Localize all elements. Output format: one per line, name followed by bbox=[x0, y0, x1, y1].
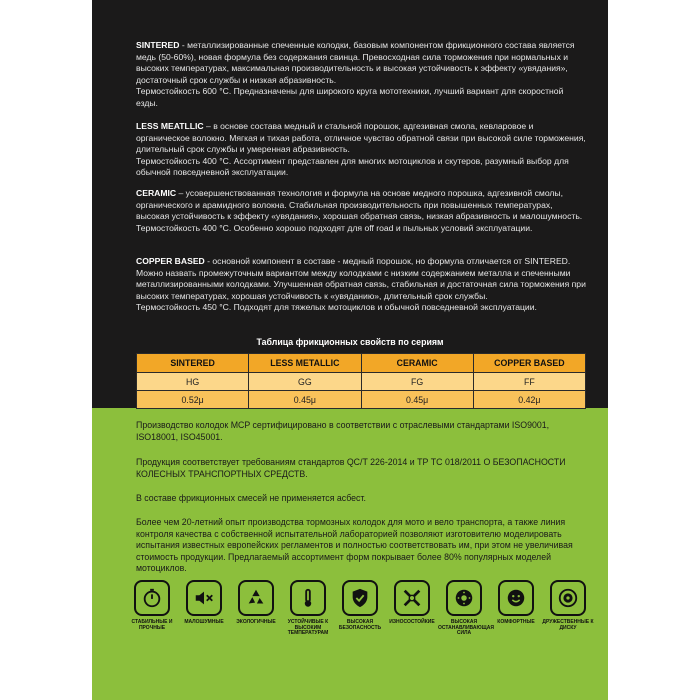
brake-disc-icon bbox=[453, 587, 475, 609]
note-experience: Более чем 20-летний опыт производства тормозных колодок для мото и вело транспорта, а также линия контроля качества с собственной испытательной лабораторией позволяют изготовителю моделировать испытания известных европейских регламентов и полностью соответствовать им, при этом не увеличивая стоимость продукции. Предлагаемый ассортимент форм покрывает более 80% популярных моделей мотоциклов. bbox=[136, 517, 573, 574]
note-asbestos: В составе фрикционных смесей не применяется асбест. bbox=[136, 493, 366, 503]
feature-heat bbox=[286, 580, 330, 660]
paragraph-less-metallic bbox=[136, 121, 586, 179]
header-cell: CERAMIC bbox=[361, 354, 473, 373]
body-copper-based: - основной компонент в составе - медный порошок, но формула отличается от SINTERED. Можно назвать промежуточным вариантом между колодками с низким содержанием металла и спеченными металлизированными колодками. Улучшенная обратная связь, стабильная и достаточная сила торможения при высоких температурах, хорошая устойчивость к «увяданию», длительный срок службы. bbox=[136, 256, 586, 301]
thermometer-icon bbox=[297, 587, 319, 609]
paragraph-ceramic bbox=[136, 188, 586, 234]
feature-stopping bbox=[438, 580, 494, 660]
feature-label: ЭКОЛОГИЧНЫЕ bbox=[236, 619, 276, 625]
term-sintered: SINTERED bbox=[136, 40, 180, 50]
table-header-row bbox=[137, 354, 586, 373]
coefficient-cell: 0.45μ bbox=[249, 391, 361, 409]
header-cell: SINTERED bbox=[137, 354, 249, 373]
header-cell: COPPER BASED bbox=[473, 354, 585, 373]
code-cell: FG bbox=[361, 373, 473, 391]
features-row bbox=[130, 580, 594, 660]
temp-ceramic: Термостойкость 400 °С. Особенно хорошо подходят для off road и пыльных условий эксплуатации. bbox=[136, 222, 533, 233]
feature-label: ВЫСОКАЯ ОСТАНАВЛИВАЮЩАЯ СИЛА bbox=[438, 619, 494, 637]
brochure-sheet bbox=[92, 0, 608, 700]
feature-quiet bbox=[182, 580, 226, 660]
feature-disc-friendly bbox=[542, 580, 594, 660]
friction-table bbox=[136, 353, 586, 409]
coefficient-cell: 0.52μ bbox=[137, 391, 249, 409]
feature-label: ВЫСОКАЯ БЕЗОПАСНОСТЬ bbox=[338, 619, 382, 631]
feature-label: ИЗНОСОСТОЙКИЕ bbox=[389, 619, 435, 625]
smiley-icon bbox=[505, 587, 527, 609]
term-less-metallic: LESS MEATLLIC bbox=[136, 121, 204, 131]
coefficient-cell: 0.42μ bbox=[473, 391, 585, 409]
paragraph-copper-based bbox=[136, 256, 586, 314]
temp-sintered: Термостойкость 600 °С. Предназначены для широкого круга мототехники, лучший вариант для скоростной езды. bbox=[136, 86, 564, 108]
paragraph-sintered bbox=[136, 40, 586, 110]
feature-label: КОМФОРТНЫЕ bbox=[497, 619, 535, 625]
code-cell: FF bbox=[473, 373, 585, 391]
feature-label: МАЛОШУМНЫЕ bbox=[184, 619, 224, 625]
term-ceramic: CERAMIC bbox=[136, 188, 177, 198]
table-row-coefficients bbox=[137, 391, 586, 409]
code-cell: GG bbox=[249, 373, 361, 391]
feature-safety bbox=[338, 580, 382, 660]
code-cell: HG bbox=[137, 373, 249, 391]
table-row-codes bbox=[137, 373, 586, 391]
feature-eco bbox=[234, 580, 278, 660]
recycle-icon bbox=[245, 587, 267, 609]
body-ceramic: – усовершенствованная технология и формула на основе медного порошка, адгезивной смолы, органического и арамидного волокна. Стабильная производительность при повышенных температурах, высокая устойчивость к эффекту «увядания», хорошая обратная связь, низкая абразивность и малошумность. bbox=[136, 188, 583, 222]
body-less-metallic: – в основе состава медный и стальной порошок, адгезивная смола, кевларовое и органическое волокно. Мягкая и тихая работа, отличное чувство обратной связи при высокой силе торможения, длительный срок службы и умеренная абразивность. bbox=[136, 121, 586, 155]
temp-less-metallic: Термостойкость 400 °С. Ассортимент представлен для многих мотоциклов и скутеров, разумный выбор для обычной повседневной эксплуатации. bbox=[136, 155, 569, 178]
coefficient-cell: 0.45μ bbox=[361, 391, 473, 409]
table-title: Таблица фрикционных свойств по сериям bbox=[256, 337, 444, 347]
header-cell: LESS METALLIC bbox=[249, 354, 361, 373]
timer-icon bbox=[141, 587, 163, 609]
dark-panel bbox=[92, 0, 608, 408]
feature-label: СТАБИЛЬНЫЕ И ПРОЧНЫЕ bbox=[131, 619, 173, 631]
note-certification: Производство колодок MCP сертифицировано в соответствии с отраслевыми стандартами ISO9001, ISO18001, ISO45001. bbox=[136, 420, 550, 442]
speaker-mute-icon bbox=[193, 587, 215, 609]
wear-resistance-icon bbox=[401, 587, 423, 609]
feature-stable bbox=[130, 580, 174, 660]
note-standards: Продукция соответствует требованиям стандартов QC/T 226-2014 и ТР ТС 018/2011 О БЕЗОПАСНОСТИ КОЛЕСНЫХ ТРАНСПОРТНЫХ СРЕДСТВ. bbox=[136, 457, 566, 479]
feature-label: УСТОЙЧИВЫЕ К ВЫСОКИМ ТЕМПЕРАТУРАМ bbox=[287, 619, 329, 637]
body-sintered: - металлизированные спеченные колодки, базовым компонентом фрикционного состава является медь (50-60%), новая формула без содержания свинца. Превосходная сила торможения при нормальных и высоких температурах, максимальная производительность и высокая устойчивость к эффекту «увядания», достаточный срок службы и низкая абразивность. bbox=[136, 40, 575, 85]
feature-wear bbox=[390, 580, 434, 660]
feature-comfort bbox=[494, 580, 538, 660]
feature-label: ДРУЖЕСТВЕННЫЕ К ДИСКУ bbox=[542, 619, 594, 631]
shield-check-icon bbox=[349, 587, 371, 609]
disc-friendly-icon bbox=[557, 587, 579, 609]
term-copper-based: COPPER BASED bbox=[136, 256, 205, 266]
temp-copper-based: Термостойкость 450 °С. Подходят для тяжелых мотоциклов и обычной повседневной эксплуатации. bbox=[136, 302, 537, 313]
